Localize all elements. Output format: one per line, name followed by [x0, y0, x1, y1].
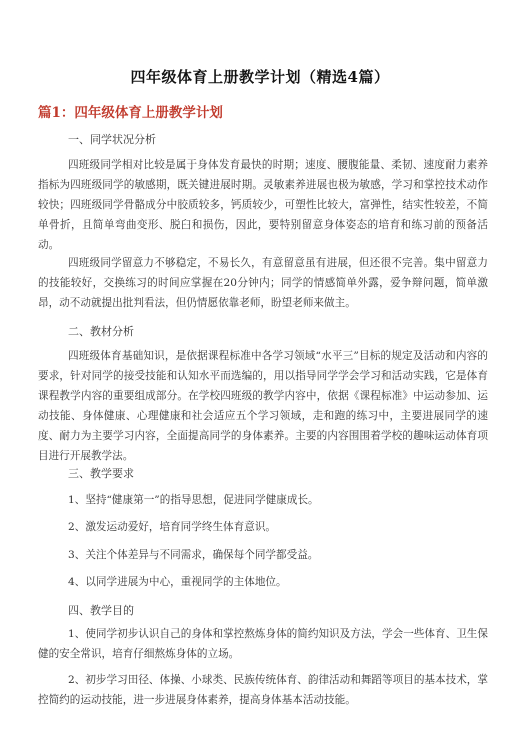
- requirement-item: 4、以同学进展为中心，重视同学的主体地位。: [68, 576, 287, 588]
- heading-teaching-requirements: 三、教学要求: [68, 467, 134, 480]
- paragraph-goal-2: 2、初步学习田径、体操、小球类、民族传统体育、韵律活动和舞蹈等项目的基本技术，掌控简约的运动技能，进一步进展身体素养，提高身体基本活动技能。: [38, 674, 488, 706]
- requirement-item: 3、关注个体差异与不同需求，确保每个同学都受益。: [68, 549, 319, 561]
- heading-student-analysis: 一、同学状况分析: [68, 133, 156, 146]
- section-title: 篇1：四年级体育上册教学计划: [38, 105, 223, 121]
- paragraph-goal-1: 1、使同学初步认识自己的身体和掌控熬炼身体的简约知识及方法，学会一些体育、卫生保健的安全常识，培育仔细熬炼身体的立场。: [38, 628, 488, 660]
- requirement-item: 1、坚持“健康第一”的指导思想，促进同学健康成长。: [68, 494, 319, 506]
- heading-textbook-analysis: 二、教材分析: [68, 325, 134, 338]
- document-title: 四年级体育上册教学计划（精选4篇）: [130, 68, 390, 86]
- heading-teaching-goals: 四、教学目的: [68, 604, 134, 617]
- paragraph-textbook-analysis: 四班级体育基础知识，是依据课程标准中各学习领域“水平三”目标的规定及活动和内容的要求，针对同学的接受技能和认知水平而选编的，用以指导同学学会学习和活动实践，它是体育课程教学内容的重要组成部分。在学校四班级的教学内容中，依据《课程标准》中运动参加、运动技能、身体健康、心理健康和社会适应五个学习领域，走和跑的练习中，主要进展同学的速度、耐力为主要学习内容，全面提高同学的身体素养。主要的内容围围着学校的趣味运动体育项目进行开展教学法。: [38, 350, 488, 462]
- requirement-item: 2、激发运动爱好，培育同学终生体育意识。: [68, 521, 277, 533]
- paragraph-student-analysis-1: 四班级同学相对比较是属于身体发育最快的时期；速度、腰腹能量、柔韧、速度耐力素养指标为四班级同学的敏感期，既关键进展时期。灵敏素养进展也极为敏感，学习和掌控技术动作较快；四班级同学骨骼成分中胶质较多，钙质较少，可塑性比较大，富弹性，结实性较差，不简单骨折，且简单弯曲变形、脱臼和损伤，因此，要特别留意身体姿态的培育和练习前的预备活动。: [38, 159, 488, 251]
- paragraph-student-analysis-2: 四班级同学留意力不够稳定，不易长久，有意留意虽有进展，但还很不完善。集中留意力的技能较好，交换练习的时间应掌握在20分钟内；同学的情感简单外露，爱争辩问题，简单激昂，动不动就提出批判看法，但仍情愿依靠老师，盼望老师来做主。: [38, 257, 488, 309]
